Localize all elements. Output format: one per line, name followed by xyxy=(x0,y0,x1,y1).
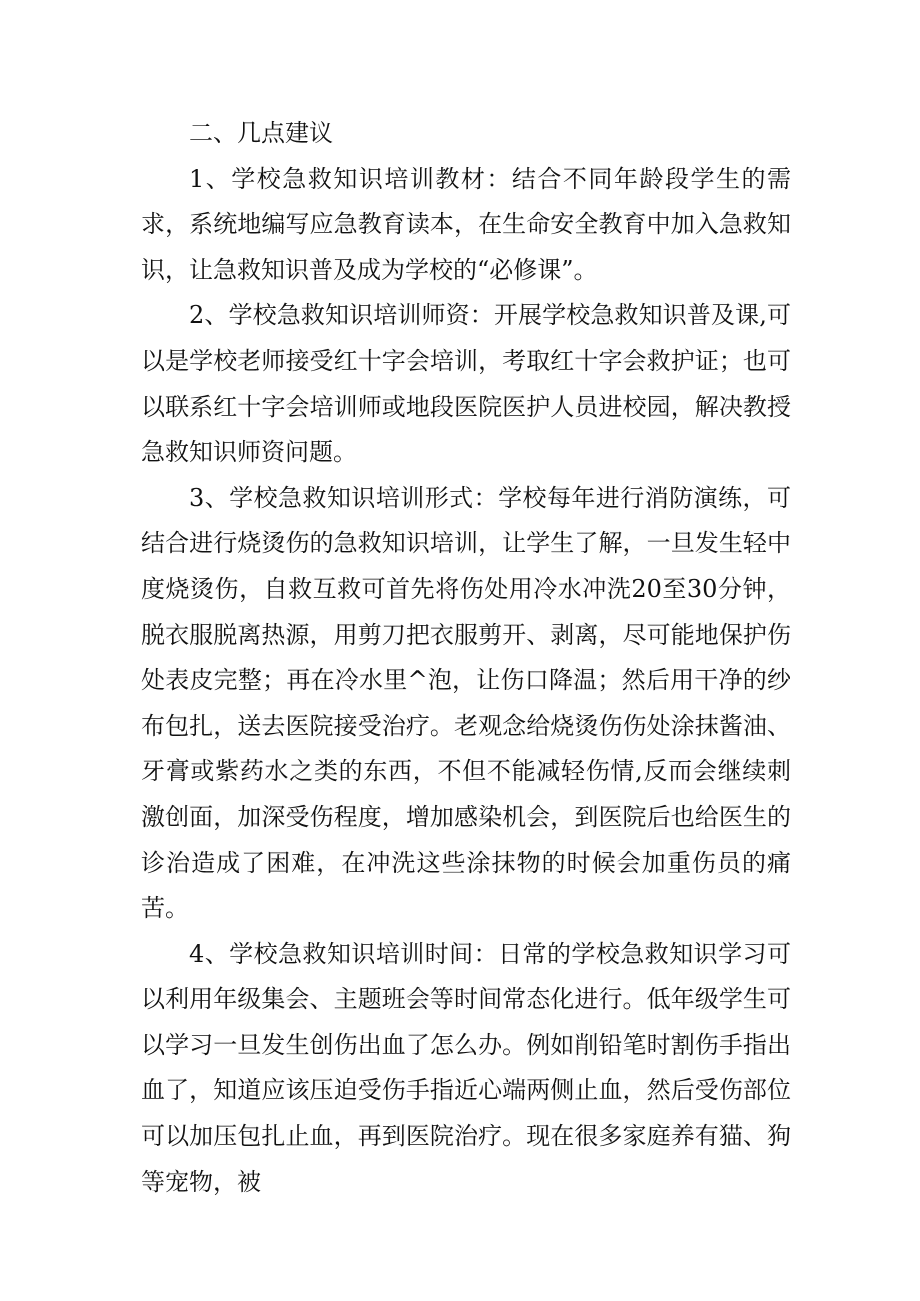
paragraph-schedule: 4、学校急救知识培训时间：日常的学校急救知识学习可以利用年级集会、主题班会等时间常态化进行。低年级学生可以学习一旦发生创伤出血了怎么办。例如削铅笔时割伤手指出血了，知道应该压迫受伤手指近心端两侧止血，然后受伤部位可以加压包扎止血，再到医院治疗。现在很多家庭养有猫、狗等宠物，被 xyxy=(141,939,791,1196)
paragraph-format: 3、学校急救知识培训形式：学校每年进行消防演练，可结合进行烧烫伤的急救知识培训，让学生了解，一旦发生轻中度烧烫伤，自救互救可首先将伤处用冷水冲洗20至30分钟，脱衣服脱离热源，用剪刀把衣服剪开、剥离，尽可能地保护伤处表皮完整；再在冷水里^泡，让伤口降温；然后用干净的纱布包扎，送去医院接受治疗。老观念给烧烫伤伤处涂抹酱油、牙膏或紫药水之类的东西，不但不能减轻伤情,反而会继续刺激创面，加深受伤程度，增加感染机会，到医院后也给医生的诊治造成了困难，在冲洗这些涂抹物的时候会加重伤员的痛苦。 xyxy=(141,483,791,923)
paragraph-textbook: 1、学校急救知识培训教材：结合不同年龄段学生的需求，系统地编写应急教育读本，在生命安全教育中加入急救知识，让急救知识普及成为学校的“必修课”。 xyxy=(141,164,791,284)
paragraph-teachers: 2、学校急救知识培训师资：开展学校急救知识普及课,可以是学校老师接受红十字会培训，考取红十字会救护证；也可以联系红十字会培训师或地段医院医护人员进校园，解决教授急救知识师资问题。 xyxy=(141,301,791,467)
document-body xyxy=(141,111,791,1205)
section-heading: 二、几点建议 xyxy=(189,119,333,147)
